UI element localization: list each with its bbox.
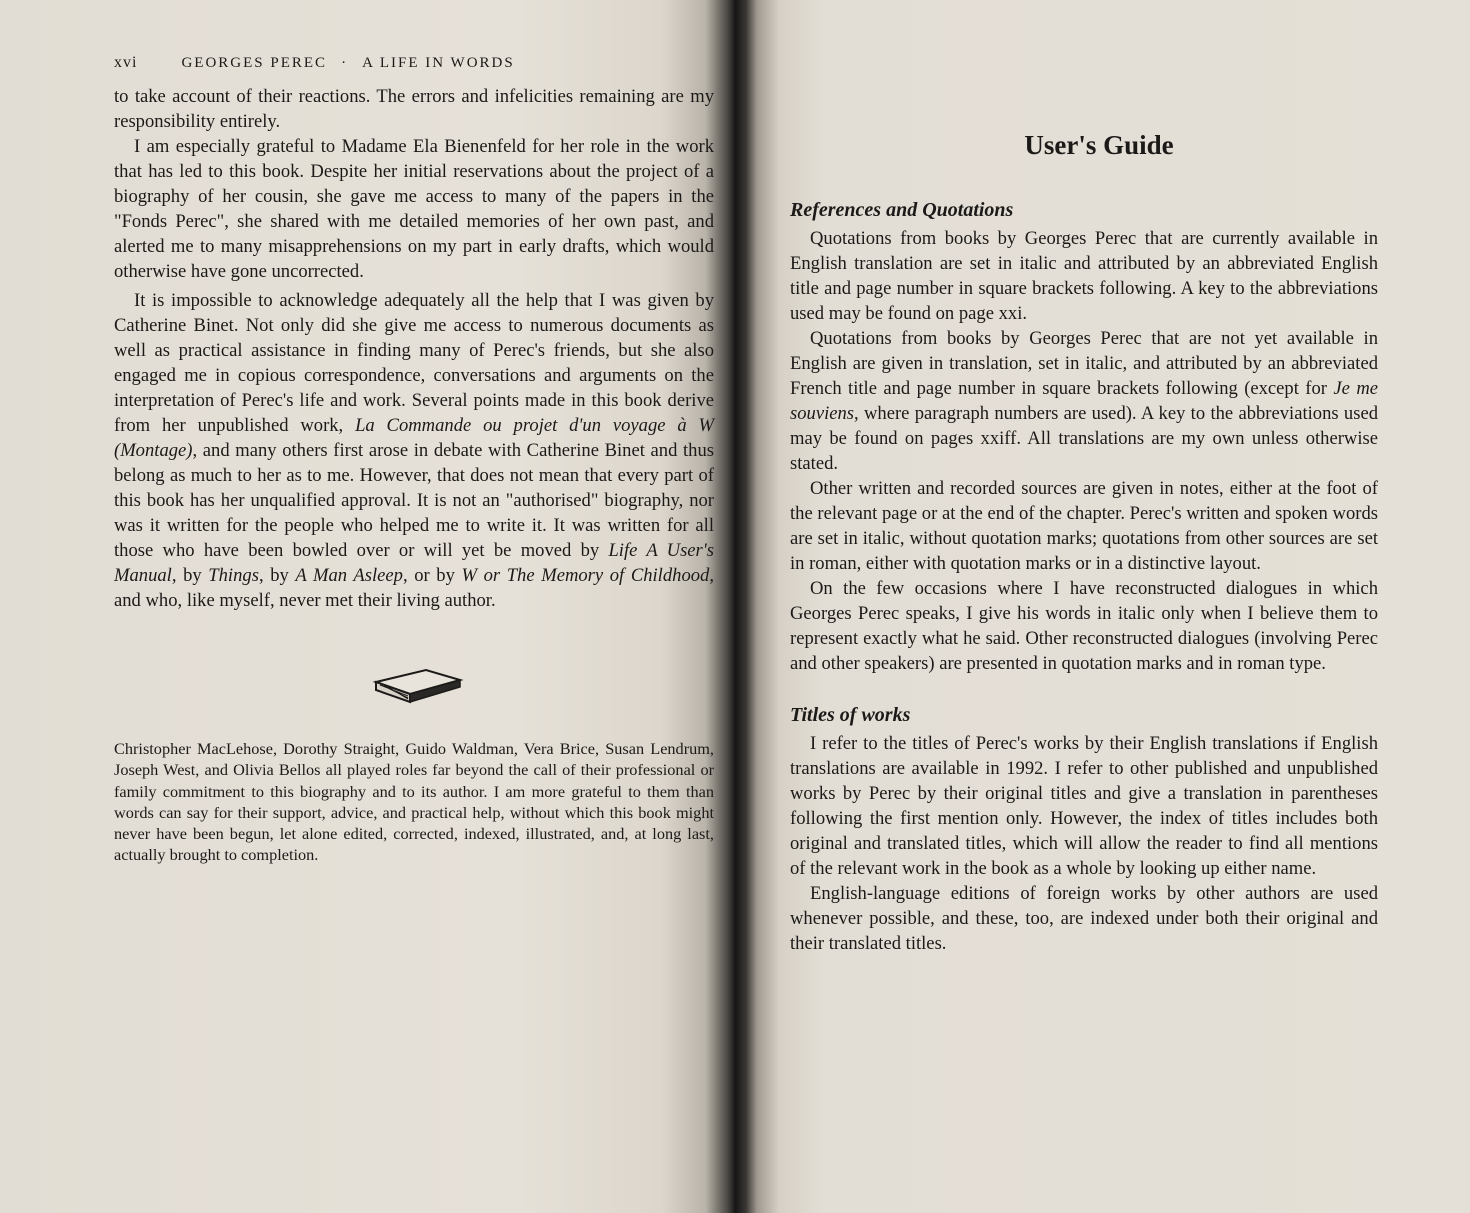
paragraph-other-sources: Other written and recorded sources are given in notes, either at the foot of the relevant page or at the end of the chapter. Perec's written and spoken words are set in italic, without quotation marks; quotations from other sources are set in roman, either with quotation marks or in a distinctive layout. [790, 478, 1378, 574]
running-head-separator: · [341, 55, 349, 71]
text-run: , by [258, 565, 296, 586]
text-run: , by [171, 565, 209, 586]
italic-title: W or The Memory of Childhood [461, 565, 710, 586]
acknowledgement-paragraph: Christopher MacLehose, Dorothy Straight, Guido Waldman, Vera Brice, Susan Lendrum, Joseph West, and Olivia Bellos all played roles far beyond the call of their professional or family commitment to this biography and to its author. I am more grateful to them than words can say for their support, advice, and practical help, without which this book might never have been begun, let alone edited, corrected, indexed, illustrated, and, at long last, actually brought to completion. [114, 739, 714, 865]
page-number: xvi [114, 54, 138, 71]
section-heading-titles: Titles of works [790, 704, 911, 726]
text-run: Quotations from books by Georges Perec that are not yet available in English are given in translation, set in italic, and attributed by an abbreviated French title and page number in square brackets following (except for [790, 328, 1378, 399]
chapter-title: User's Guide [1024, 130, 1174, 160]
right-body-text [790, 130, 1378, 956]
italic-title: Je me souviens [790, 378, 1378, 424]
paragraph-foreign-works: English-language editions of foreign works by other authors are used whenever possible, and these, too, are indexed under both their original and their translated titles. [790, 883, 1378, 954]
paragraph-english-quotations: Quotations from books by Georges Perec that are currently available in English translation are set in italic and attributed by an abbreviated English title and page number in square brackets following. A key to the abbreviations used may be found on page xxi. [790, 228, 1378, 324]
running-head [114, 54, 714, 72]
paragraph-binet [114, 288, 714, 613]
paragraph-french-quotations [790, 326, 1378, 476]
italic-title: A Man Asleep [295, 565, 403, 586]
text-run: , and who, like myself, never met their living author. [114, 565, 714, 611]
text-run: It is impossible to acknowledge adequately all the help that I was given by Catherine Binet. Not only did she give me access to numerous documents as well as practical assistance in finding many of Perec's friends, but she also engaged me in copious correspondence, conversations and arguments on the interpretation of Perec's life and work. Several points made in this book derive from her unpublished work, [114, 290, 714, 436]
running-head-title: A LIFE IN WORDS [362, 55, 515, 71]
closed-book-icon [368, 668, 464, 704]
paragraph-dialogues: On the few occasions where I have reconstructed dialogues in which Georges Perec speaks, I give his words in italic only when I believe them to represent exactly what he said. Other reconstructed dialogues (involving Perec and other speakers) are presented in quotation marks and in roman type. [790, 578, 1378, 674]
paragraph-bienenfeld: I am especially grateful to Madame Ela Bienenfeld for her role in the work that has led to this book. Despite her initial reservations about the project of a biography of her cousin, she gave me access to many of the papers in the "Fonds Perec", she shared with me detailed memories of her own past, and alerted me to many misapprehensions on my part in early drafts, which would otherwise have gone uncorrected. [114, 136, 714, 282]
left-body-text [114, 84, 714, 613]
running-head-author: GEORGES PEREC [181, 55, 328, 71]
italic-title: La Commande ou projet d'un voyage à W (Montage) [114, 415, 714, 461]
paragraph-continuation: to take account of their reactions. The errors and infelicities remaining are my responsibility entirely. [114, 86, 714, 132]
section-heading-references: References and Quotations [790, 199, 1014, 221]
paragraph-titles-of-works: I refer to the titles of Perec's works by their English translations if English translations are available in 1992. I refer to other published and unpublished works by Perec by their original titles and give a translation in parentheses following the first mention only. However, the index of titles includes both original and translated titles, which will allow the reader to find all mentions of the relevant work in the book as a whole by looking up either name. [790, 733, 1378, 879]
italic-title: Life A User's Manual [114, 540, 715, 586]
text-run: , and many others first arose in debate with Catherine Binet and thus belong as much to her as to me. However, that does not mean that every part of this book has her unqualified approval. It is not an "authorised" biography, nor was it written for the people who helped me to write it. It was written for all those who have been bowled over or will yet be moved by [114, 440, 714, 561]
italic-title: Things [208, 565, 259, 586]
text-run: , where paragraph numbers are used). A key to the abbreviations used may be found on pages xxiff. All translations are my own unless otherwise stated. [790, 403, 1378, 474]
text-run: , or by [402, 565, 462, 586]
